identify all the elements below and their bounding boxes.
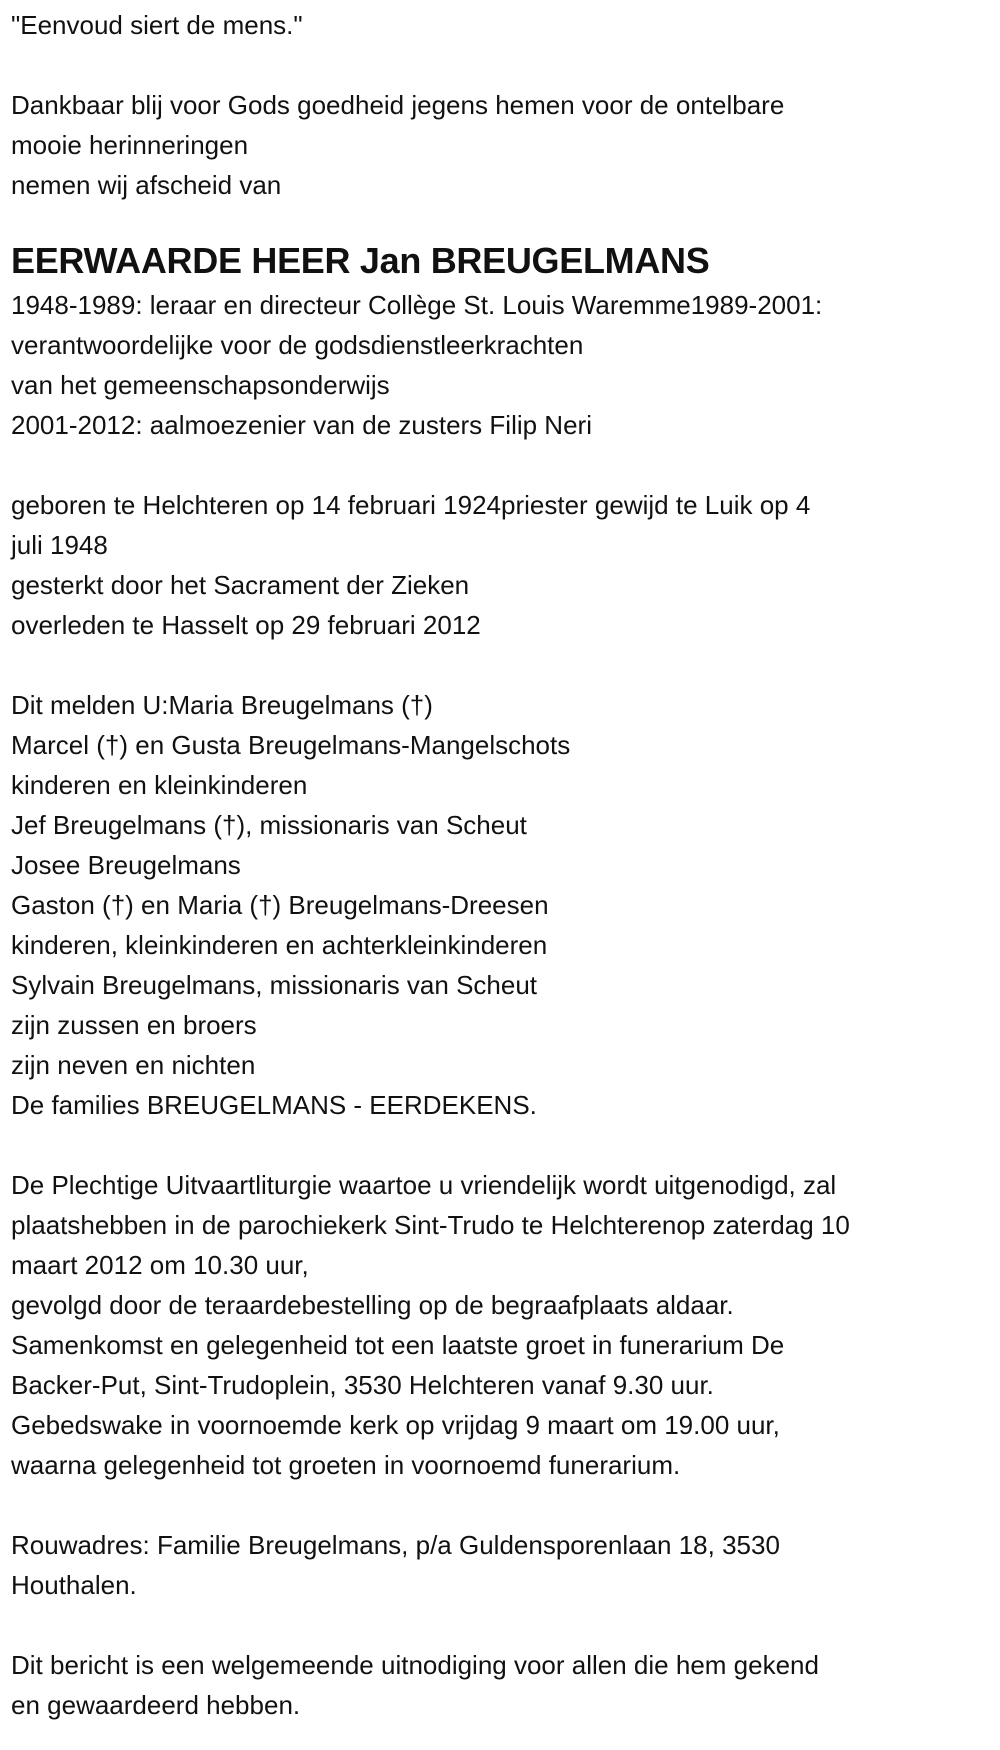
family-line: Josee Breugelmans	[11, 850, 241, 880]
funeral-line: plaatshebben in de parochiekerk Sint-Trudo te Helchterenop zaterdag 10	[11, 1210, 850, 1240]
funeral-line: Samenkomst en gelegenheid tot een laatste groet in funerarium De	[11, 1330, 785, 1360]
family-line: Dit melden U:Maria Breugelmans (†)	[11, 690, 433, 720]
funeral-line: De Plechtige Uitvaartliturgie waartoe u vriendelijk wordt uitgenodigd, zal	[11, 1170, 837, 1200]
intro-paragraph	[11, 85, 1000, 205]
funeral-line: maart 2012 om 10.30 uur,	[11, 1250, 309, 1280]
family-line: kinderen, kleinkinderen en achterkleinkinderen	[11, 930, 548, 960]
life-line: geboren te Helchteren op 14 februari 1924priester gewijd te Luik op 4	[11, 490, 811, 520]
intro-line: mooie herinneringen	[11, 130, 249, 160]
family-line: Jef Breugelmans (†), missionaris van Scheut	[11, 810, 527, 840]
family-line: De families BREUGELMANS - EERDEKENS.	[11, 1090, 537, 1120]
closing-line: en gewaardeerd hebben.	[11, 1690, 301, 1720]
family-line: Gaston (†) en Maria (†) Breugelmans-Dreesen	[11, 890, 549, 920]
address-line: Houthalen.	[11, 1570, 137, 1600]
family-line: Marcel (†) en Gusta Breugelmans-Mangelschots	[11, 730, 571, 760]
funeral-line: gevolgd door de teraardebestelling op de begraafplaats aldaar.	[11, 1290, 734, 1320]
family-line: zijn neven en nichten	[11, 1050, 256, 1080]
career-line: 1948-1989: leraar en directeur Collège St. Louis Waremme1989-2001:	[11, 290, 823, 320]
life-line: gesterkt door het Sacrament der Zieken	[11, 570, 470, 600]
closing-paragraph	[11, 1645, 1000, 1725]
life-line: overleden te Hasselt op 29 februari 2012	[11, 610, 481, 640]
family-paragraph	[11, 685, 1000, 1125]
funeral-line: Backer-Put, Sint-Trudoplein, 3530 Helchteren vanaf 9.30 uur.	[11, 1370, 714, 1400]
family-line: zijn zussen en broers	[11, 1010, 257, 1040]
funeral-details-paragraph	[11, 1165, 1000, 1485]
career-line: verantwoordelijke voor de godsdienstleerkrachten	[11, 330, 584, 360]
address-line: Rouwadres: Familie Breugelmans, p/a Guldensporenlaan 18, 3530	[11, 1530, 780, 1560]
family-line: Sylvain Breugelmans, missionaris van Scheut	[11, 970, 538, 1000]
motto-text: "Eenvoud siert de mens."	[11, 10, 303, 40]
funeral-line: waarna gelegenheid tot groeten in voornoemd funerarium.	[11, 1450, 681, 1480]
life-dates-paragraph	[11, 485, 1000, 645]
career-line: 2001-2012: aalmoezenier van de zusters Filip Neri	[11, 410, 592, 440]
intro-line: Dankbaar blij voor Gods goedheid jegens hemen voor de ontelbare	[11, 90, 785, 120]
life-line: juli 1948	[11, 530, 108, 560]
intro-line: nemen wij afscheid van	[11, 170, 282, 200]
closing-line: Dit bericht is een welgemeende uitnodiging voor allen die hem gekend	[11, 1650, 819, 1680]
family-line: kinderen en kleinkinderen	[11, 770, 308, 800]
career-paragraph	[11, 285, 1000, 445]
deceased-name-title: EERWAARDE HEER Jan BREUGELMANS	[11, 240, 710, 281]
address-paragraph	[11, 1525, 1000, 1605]
motto	[11, 5, 1000, 45]
career-line: van het gemeenschapsonderwijs	[11, 370, 390, 400]
funeral-line: Gebedswake in voornoemde kerk op vrijdag 9 maart om 19.00 uur,	[11, 1410, 780, 1440]
